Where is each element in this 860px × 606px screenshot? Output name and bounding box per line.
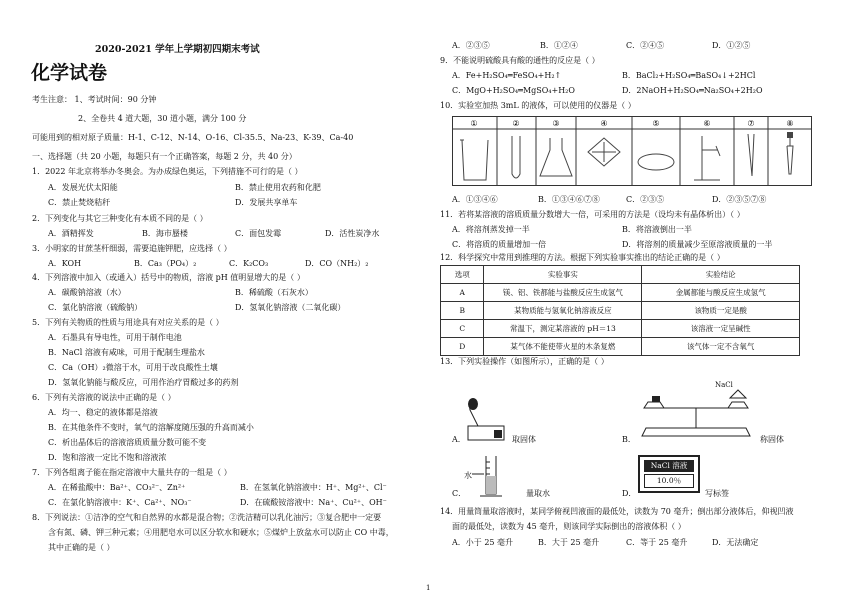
q1-c: C．禁止焚烧秸秆 — [48, 198, 111, 207]
table-cell: 金属都能与酸反应生成氢气 — [642, 284, 800, 302]
q9-b: B．BaCl₂+H₂SO₄═BaSO₄↓+2HCl — [622, 71, 756, 80]
q14-line-1: 14．用量筒量取溶液时，某同学俯视凹液面的最低处，读数为 70 毫升；倒出部分液体后，仰视凹液 — [440, 507, 794, 516]
q11-c: C．将溶质的质量增加一倍 — [452, 240, 547, 249]
q11-a: A．将溶剂蒸发掉一半 — [452, 225, 530, 234]
label-line-1: NaCl 溶液 — [644, 460, 694, 472]
table-cell: C — [441, 320, 484, 338]
q1-a: A．发展光伏太阳能 — [48, 183, 118, 192]
q10-d: D．②③⑤⑦⑧ — [712, 195, 767, 204]
apparatus-label-5: ⑤ — [652, 119, 660, 128]
section-1-heading: 一、选择题（共 20 小题，每题只有一个正确答案，每题 2 分，共 40 分） — [32, 152, 297, 161]
q5-c: C．Ca（OH）₂微溶于水，可用于改良酸性土壤 — [48, 363, 218, 372]
table-row — [441, 302, 800, 320]
q13-a-label: A． — [452, 435, 466, 444]
balance-icon — [642, 428, 750, 436]
q9-stem: 9．不能说明硫酸具有酸的通性的反应是（ ） — [440, 56, 600, 65]
q5-a: A．石墨具有导电性，可用于制作电池 — [48, 333, 182, 342]
q14-a: A．小于 25 毫升 — [452, 538, 514, 547]
test-tube-icon — [512, 136, 520, 178]
q8-d: D．①②⑤ — [712, 41, 751, 50]
q5-stem: 5．下列有关物质的性质与用途具有对应关系的是（ ） — [32, 318, 224, 327]
q6-stem: 6．下列有关溶液的说法中正确的是（ ） — [32, 393, 176, 402]
beaker-icon — [460, 140, 488, 180]
q10-a: A．①③④⑥ — [452, 195, 498, 204]
table-cell: 该物质一定是酸 — [642, 302, 800, 320]
table-cell: 某物质能与氢氧化钠溶液反应 — [484, 302, 642, 320]
q3-stem: 3．小明家的甘蔗茎杆细弱，需要追施钾肥，应选择（ ） — [32, 244, 232, 253]
table-cell: B — [441, 302, 484, 320]
table-row — [441, 284, 800, 302]
q7-d: D．在硫酸铵溶液中：Na⁺、Cu²⁺、OH⁻ — [240, 498, 387, 507]
q13-stem: 13．下列实验操作（如图所示），正确的是（ ） — [440, 357, 609, 366]
table-cell: 镁、铝、铁都能与盐酸反应生成氢气 — [484, 284, 642, 302]
q13-b-label: B． — [622, 435, 636, 444]
q7-a: A．在稀盐酸中：Ba²⁺、CO₃²⁻、Zn²⁺ — [48, 483, 186, 492]
q8-line-2: 含有氮、磷、钾三种元素；④用肥皂水可以区分软水和硬水；⑤煤炉上放盆水可以防止 CO 中毒， — [48, 528, 394, 537]
q2-d: D．活性炭净水 — [325, 229, 380, 238]
wire-gauze-icon — [588, 138, 620, 166]
exam-title: 2020-2021 学年上学期初四期末考试 — [95, 44, 260, 55]
q1-b: B．禁止使用农药和化肥 — [235, 183, 321, 192]
q8-line-3: 其中正确的是（ ） — [48, 543, 115, 552]
label-line-2: 10.0％ — [644, 474, 694, 488]
page-number: 1 — [426, 584, 431, 592]
table-cell: 该溶液一定呈碱性 — [642, 320, 800, 338]
q3-d: D．CO（NH₂）₂ — [305, 259, 369, 268]
q13-a-caption: 取固体 — [512, 435, 536, 444]
q13-water-label: 水 — [464, 471, 472, 480]
q13-d-label: D． — [622, 489, 637, 498]
apparatus-label-2: ② — [512, 119, 520, 128]
apparatus-label-3: ③ — [552, 119, 560, 128]
q12-stem: 12．科学探究中常用到推理的方法。根据下列实验事实推出的结论正确的是（ ） — [440, 253, 725, 262]
subject-title: 化学试卷 — [31, 62, 108, 84]
apparatus-label-6: ⑥ — [703, 119, 711, 128]
q7-b: B．在氢氧化钠溶液中：H⁺、Mg²⁺、Cl⁻ — [240, 483, 387, 492]
q2-a: A．酒精挥发 — [48, 229, 94, 238]
q13-figure-c — [470, 452, 520, 498]
q11-stem: 11．若将某溶液的溶质质量分数增大一倍，可采用的方法是（设均未有晶体析出）（ ） — [440, 210, 745, 219]
q13-solution-label — [638, 455, 700, 493]
q10-c: C．②③⑤ — [626, 195, 665, 204]
q9-d: D．2NaOH+H₂SO₄═Na₂SO₄+2H₂O — [622, 86, 763, 95]
q6-b: B．在其他条件不变时，氧气的溶解度随压强的升高而减小 — [48, 423, 254, 432]
q14-b: B．大于 25 毫升 — [538, 538, 600, 547]
q4-a: A．碳酸钠溶液（水） — [48, 288, 126, 297]
table-row — [441, 320, 800, 338]
note-1: 考生注意： 1、考试时间：90 分钟 — [32, 95, 157, 104]
q2-b: B．海市蜃楼 — [142, 229, 188, 238]
q9-c: C．MgO+H₂SO₄═MgSO₄+H₂O — [452, 86, 575, 95]
q4-stem: 4．下列溶液中加入（或通入）括号中的物质，溶液 pH 值明显增大的是（ ） — [32, 273, 305, 282]
table-cell: A — [441, 284, 484, 302]
table-header: 实验结论 — [642, 266, 800, 284]
q8-c: C．②④⑤ — [626, 41, 665, 50]
note-2: 2、全卷共 4 道大题，30 道小题，满分 100 分 — [78, 114, 247, 123]
q13-b-caption: 称固体 — [760, 435, 784, 444]
q10-stem: 10．实验室加热 3mL 的液体，可以使用的仪器是（ ） — [440, 101, 636, 110]
table-header: 实验事实 — [484, 266, 642, 284]
q4-c: C．氯化钠溶液（硫酸钠） — [48, 303, 143, 312]
q3-c: C．K₂CO₃ — [229, 259, 269, 268]
atomic-masses: 可能用到的相对原子质量：H-1、C-12、N-14、O-16、Cl-35.5、Na-23、K-39、Ca-40 — [32, 133, 354, 142]
q3-b: B．Ca₃（PO₄）₂ — [134, 259, 197, 268]
q4-d: D．氢氧化钠溶液（二氧化碳） — [235, 303, 346, 312]
apparatus-label-1: ① — [470, 119, 478, 128]
q14-d: D．无法确定 — [712, 538, 759, 547]
q13-c-label: C． — [452, 489, 467, 498]
q6-d: D．饱和溶液一定比不饱和溶液浓 — [48, 453, 167, 462]
q2-c: C．面包发霉 — [235, 229, 282, 238]
q2-stem: 2．下列变化与其它三种变化有本质不同的是（ ） — [32, 214, 208, 223]
q13-figure-b — [636, 388, 756, 444]
dropper-icon — [787, 134, 793, 174]
q5-d: D．氢氧化钠能与酸反应，可用作治疗胃酸过多的药剂 — [48, 378, 239, 387]
q8-a: A．②③⑤ — [452, 41, 490, 50]
q9-a: A．Fe+H₂SO₄═FeSO₄+H₂↑ — [452, 71, 562, 80]
q13-figure-a — [464, 396, 514, 444]
q13-d-caption: 写标签 — [705, 489, 729, 498]
q1-stem: 1．2022 年北京将举办冬奥会。为办成绿色奥运，下列措施不可行的是（ ） — [32, 167, 303, 176]
q8-line-1: 8．下列说法：①洁净的空气和自然界的水都是混合物；②洗洁精可以乳化油污；③复合肥中一定要 — [32, 513, 382, 522]
apparatus-label-8: ⑧ — [786, 119, 794, 128]
q11-d: D．将溶剂的质量减少至原溶液质量的一半 — [622, 240, 773, 249]
q7-stem: 7．下列各组离子能在指定溶液中大量共存的一组是（ ） — [32, 468, 232, 477]
q14-c: C．等于 25 毫升 — [626, 538, 688, 547]
table-cell: 某气体不能使带火星的木条复燃 — [484, 338, 642, 356]
q1-d: D．发展共享单车 — [235, 198, 298, 207]
q10-b: B．①③④⑥⑦⑧ — [538, 195, 600, 204]
q13-nacl-label: NaCl — [715, 381, 733, 389]
q3-a: A．KOH — [48, 259, 82, 268]
flask-icon — [540, 138, 572, 176]
q5-b: B．NaCl 溶液有咸味，可用于配制生理盐水 — [48, 348, 205, 357]
table-header: 选项 — [441, 266, 484, 284]
q13-c-caption: 量取水 — [526, 489, 550, 498]
table-row — [441, 266, 800, 284]
table-cell: 该气体一定不含氧气 — [642, 338, 800, 356]
apparatus-label-7: ⑦ — [747, 119, 755, 128]
table-cell: D — [441, 338, 484, 356]
q11-b: B．将溶液倒出一半 — [622, 225, 692, 234]
q10-apparatus-strip — [452, 116, 812, 186]
q12-table — [440, 265, 800, 356]
table-row — [441, 338, 800, 356]
apparatus-label-4: ④ — [600, 119, 608, 128]
q6-c: C．析出晶体后的溶液溶质质量分数可能不变 — [48, 438, 207, 447]
table-cell: 常温下，测定某溶液的 pH＝13 — [484, 320, 642, 338]
q8-b: B．①②④ — [540, 41, 578, 50]
tube-holder-icon — [748, 134, 754, 176]
q4-b: B．稀硫酸（石灰水） — [235, 288, 313, 297]
q14-line-2: 面的最低处，读数为 45 毫升，则该同学实际倒出的溶液体积（ ） — [452, 522, 686, 531]
q7-c: C．在氯化钠溶液中：K⁺、Ca²⁺、NO₃⁻ — [48, 498, 192, 507]
evaporating-dish-icon — [638, 154, 674, 170]
q6-a: A．均一、稳定的液体都是溶液 — [48, 408, 158, 417]
iron-stand-icon — [694, 136, 720, 180]
